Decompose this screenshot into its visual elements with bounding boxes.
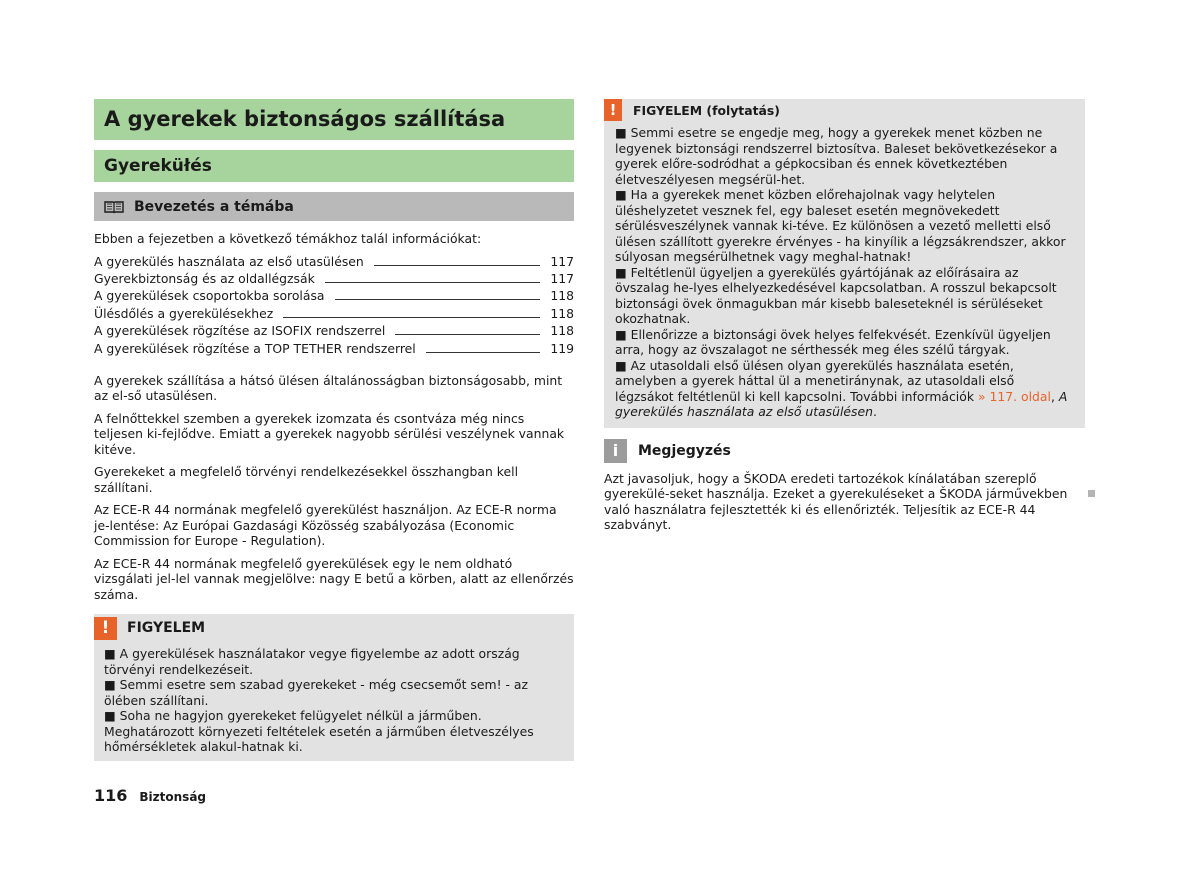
toc-item[interactable] [94,270,574,287]
warning-item [104,677,560,708]
page-reference-link[interactable]: » 117. oldal [977,388,1051,404]
toc-item-label: Gyerekbiztonság és az oldallégzsák [94,270,315,286]
toc-leader [283,317,540,318]
section-title: Gyereküłés [94,150,574,182]
bullet-icon: ■ [615,326,631,342]
body-paragraph: A gyerekek szállítása a hátsó ülésen általánosságban biztonságosabb, mint az el-ső utasülésen. [94,372,563,404]
toc-item[interactable] [94,253,574,270]
toc-item[interactable] [94,322,574,339]
toc-item[interactable] [94,305,574,322]
toc-item[interactable] [94,287,574,304]
warning-title: FIGYELEM [127,620,206,637]
warning-header [604,99,1085,121]
toc-item-page: 119 [550,340,574,356]
body-paragraph: Gyerekeket a megfelelő törvényi rendelkezésekkel összhangban kell szállítani. [94,464,519,495]
warning-item [615,265,1073,327]
warning-item-text: A gyerekülések használatakor vegye figyelembe az adott ország törvényi rendelkezéseit. [104,646,520,677]
body-paragraph: A felnőttekkel szemben a gyerekek izomzata és csontváza még nincs teljesen ki-fejlődve. Emiatt a gyerekek nagyobb sérülési veszélynek vannak kitéve. [94,410,565,457]
bullet-icon: ■ [615,357,631,373]
intro-bar [94,192,574,221]
footer-section: Biztonság [139,790,207,804]
toc-item-page: 118 [550,288,574,304]
chapter-title: A gyerekek biztonságos szállítása [94,99,574,140]
warning-item [615,187,1073,265]
toc-item-label: A gyerekülések rögzítése a TOP TETHER rendszerrel [94,340,416,356]
bullet-icon: ■ [615,264,631,280]
book-icon [104,200,124,214]
toc-item[interactable] [94,340,574,357]
warning-item [104,646,560,677]
bullet-icon: ■ [104,677,120,693]
warning-item-text: Ha a gyerekek menet közben előrehajolnak vagy helytelen üléshelyzetet vesznek fel, egy baleset esetén megnövekedett sérülésveszélynek vannak ki-téve. Ez különösen a vezető melletti első ülésen szállított gyerekre érvényes - ha kinyílik a légzsákrendszer, akkor súlyosan megsérülhetnek vagy meghal-hatnak! [615,187,1066,264]
toc-item-page: 117 [550,253,574,269]
toc-leader [426,352,541,353]
toc-leader [395,334,540,335]
note-title: Megjegyzés [638,442,731,459]
separator: , [1050,388,1059,404]
warning-item [615,125,1073,187]
toc-leader [335,299,541,300]
warning-header [94,614,574,642]
intro-lead: Ebben a fejezetben a következő témákhoz talál információkat: [94,231,482,246]
intro-title: Bevezetés a témába [134,198,294,215]
warning-box [94,614,574,761]
warning-title: FIGYELEM (folytatás) [633,102,780,118]
warning-item-text: Feltétlenül ügyeljen a gyerekülés gyártójának az előírásaira az övszalag he-lyes elhelyezkedésével kapcsolatban. A rosszul bekapcsolt biztonsági övek önmagukban már kisebb baleseteknél is sérüléseket okozhatnak. [615,264,1057,326]
left-column [94,99,574,761]
page-number: 116 [94,786,128,805]
item-end: . [873,404,877,419]
right-column [604,99,1085,533]
toc-item-label: Ülésdőlés a gyerekülésekhez [94,305,274,321]
warning-body [94,642,574,761]
bullet-icon: ■ [615,187,631,202]
toc-item-page: 118 [550,323,574,339]
bullet-icon: ■ [104,646,120,662]
note-text: Azt javasoljuk, hogy a ŠKODA eredeti tartozékok kínálatában szereplő gyerekülé-seket használja. Ezeket a gyerekuléseket a ŠKODA járművekben való használatra fejlesztették ki és ellenőrizték. Teljesítik az ECE-R 44 szabványt. [604,470,1068,532]
warning-box-continued [604,99,1085,428]
warning-item-text: Semmi esetre se engedje meg, hogy a gyerekek menet közben ne legyenek biztonsági rendszerrel biztosítva. Baleset bekövetkezésekor a gyerek előre-sodródhat a gépkocsiban és ennek következtében életveszélyesen megsérül-het. [615,125,1058,187]
warning-item-text: Soha ne hagyjon gyerekeket felügyelet nélkül a járműben. Meghatározott környezeti feltételek esetén a járműben életveszélyes hőmérsékletek alakul-hatnak ki. [104,708,534,755]
warning-body [604,121,1085,428]
warning-item-text: Az utasoldali első ülésen olyan gyerekülés használata esetén, amelyben a gyerek háttal ül a menetiránynak, az utasoldali első légzsákot feltétlenül ki kell kapcsolni. További információk [615,357,1015,404]
warning-icon: ! [94,617,117,640]
warning-item [615,358,1073,420]
toc-item-label: A gyerekülések csoportokba sorolása [94,288,325,304]
section-end-marker [1088,490,1095,497]
toc-leader [325,282,541,283]
warning-item-text: Semmi esetre sem szabad gyerekeket - még csecsemőt sem! - az ölében szállítani. [104,677,528,708]
toc-item-page: 117 [550,270,574,286]
reference-title: A gyerekülés használata az első utasülésen [615,388,1068,419]
note-header [604,439,1085,463]
warning-item [104,708,560,755]
toc-item-label: A gyerekülések rögzítése az ISOFIX rendszerrel [94,323,386,339]
bullet-icon: ■ [615,125,631,140]
body-paragraph: Az ECE-R 44 normának megfelelő gyerekülést használjon. Az ECE-R norma je-lentése: Az Európai Gazdasági Közösség szabályozása (Economic Commission for Europe - Regulation). [94,502,557,549]
bullet-icon: ■ [104,708,120,724]
page-footer [94,786,206,805]
info-icon: i [604,439,627,463]
toc-list [94,253,574,357]
warning-icon: ! [604,99,622,121]
warning-item [615,327,1073,358]
warning-item-text: Ellenőrizze a biztonsági övek helyes felfekvését. Ezenkívül ügyeljen arra, hogy az övszalagot ne sérthessék meg éles szélű tárgyak. [615,326,1051,357]
body-paragraph: Az ECE-R 44 normának megfelelő gyerekülések egy le nem oldható vizsgálati jel-lel vannak megjelölve: nagy E betű a körben, alatt az ellenőrzés száma. [94,555,574,602]
toc-leader [374,265,541,266]
toc-item-page: 118 [550,305,574,321]
toc-item-label: A gyerekülés használata az első utasülésen [94,253,364,269]
